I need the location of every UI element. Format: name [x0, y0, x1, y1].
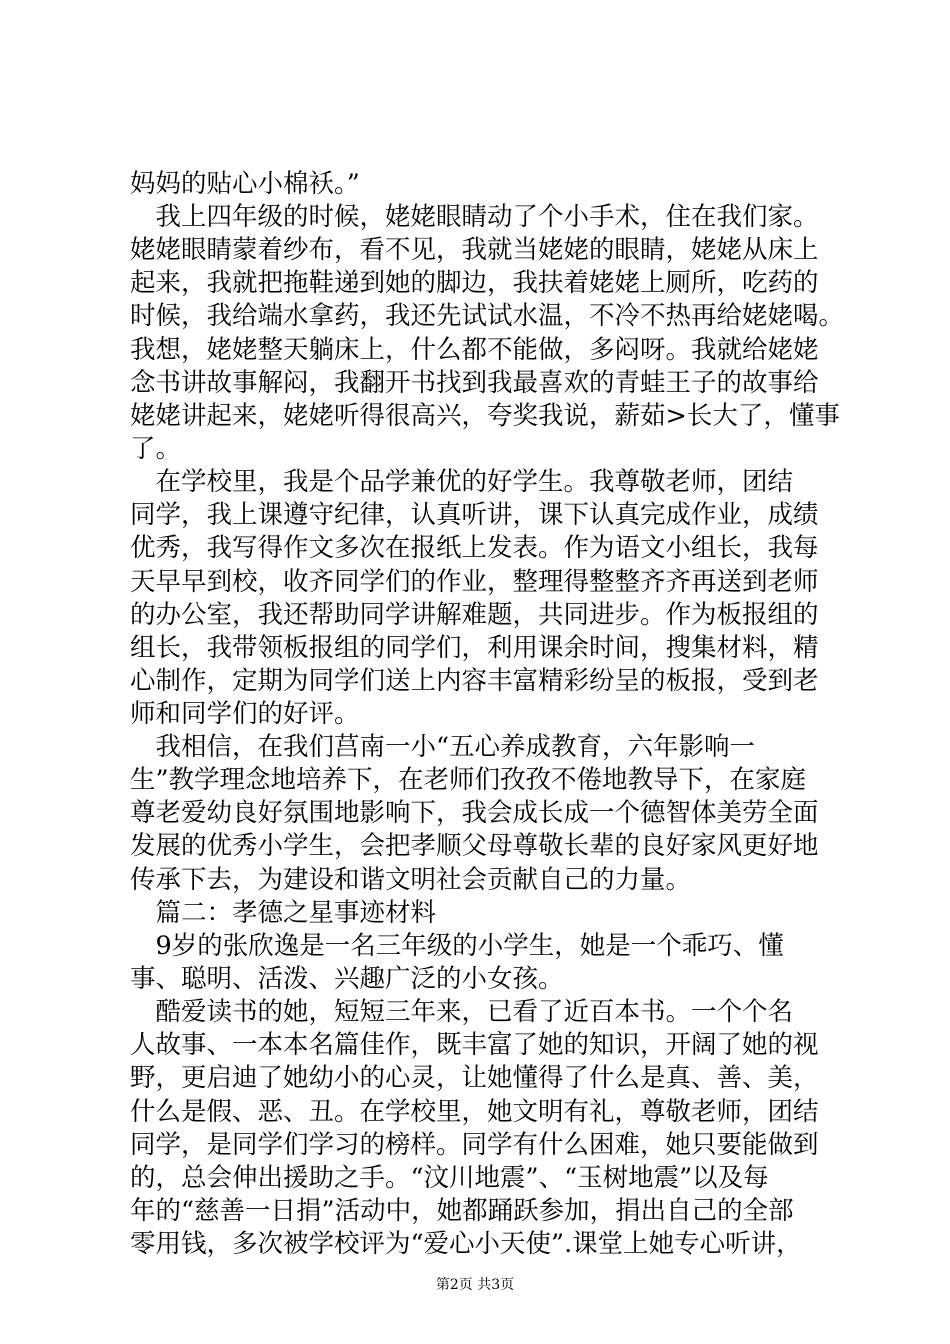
text-line: 发展的优秀小学生，会把孝顺父母尊敬长辈的良好家风更好地	[130, 831, 819, 861]
text-line: 我想，姥姥整天躺床上，什么都不能做，多闷呀。我就给姥姥	[130, 335, 819, 365]
text-line: 同学，我上课遵守纪律，认真听讲，课下认真完成作业，成绩	[130, 500, 819, 530]
page-footer: 第2页 共3页	[435, 1277, 515, 1293]
text-line: 生”教学理念地培养下，在老师们孜孜不倦地教导下，在家庭	[130, 765, 807, 795]
text-line: 的，总会伸出援助之手。“汶川地震”、“玉树地震”以及每	[130, 1163, 769, 1193]
text-line: 我上四年级的时候，姥姥眼睛动了个小手术，住在我们家。	[130, 202, 819, 232]
text-line: 念书讲故事解闷，我翻开书找到我最喜欢的青蛙王子的故事给	[130, 368, 819, 398]
text-line: 心制作，定期为同学们送上内容丰富精彩纷呈的板报，受到老	[130, 666, 819, 696]
text-line: 零用钱，多次被学校评为“爱心小天使”.课堂上她专心听讲，	[130, 1229, 802, 1259]
text-line: 姥姥眼睛蒙着纱布，看不见，我就当姥姥的眼睛，姥姥从床上	[130, 235, 819, 265]
text-line: 组长，我带领板报组的同学们，利用课余时间，搜集材料，精	[130, 633, 819, 663]
text-line: 我相信，在我们莒南一小“五心养成教育，六年影响一	[130, 732, 756, 762]
text-line: 同学，是同学们学习的榜样。同学有什么困难，她只要能做到	[130, 1130, 819, 1160]
text-line: 了。	[130, 434, 182, 464]
text-line: 什么是假、恶、丑。在学校里，她文明有礼，尊敬老师，团结	[130, 1097, 819, 1127]
text-line: 的办公室，我还帮助同学讲解难题，共同进步。作为板报组的	[130, 600, 819, 630]
text-line: 妈妈的贴心小棉袄。”	[130, 169, 360, 199]
text-line: 师和同学们的好评。	[130, 699, 360, 729]
text-line: 在学校里，我是个品学兼优的好学生。我尊敬老师，团结	[130, 467, 794, 497]
text-line: 尊老爱幼良好氛围地影响下，我会成长成一个德智体美劳全面	[130, 798, 819, 828]
text-line: 传承下去，为建设和谐文明社会贡献自己的力量。	[130, 865, 692, 895]
text-line: 9岁的张欣逸是一名三年级的小学生，她是一个乖巧、懂	[130, 931, 784, 961]
text-line: 人故事、一本本名篇佳作，既丰富了她的知识，开阔了她的视	[130, 1030, 819, 1060]
text-line: 野，更启迪了她幼小的心灵，让她懂得了什么是真、善、美，	[130, 1063, 819, 1093]
text-line: 起来，我就把拖鞋递到她的脚边，我扶着姥姥上厕所，吃药的	[130, 268, 819, 298]
text-line: 年的“慈善一日捐”活动中，她都踊跃参加，捐出自己的全部	[130, 1196, 794, 1226]
text-line: 优秀，我写得作文多次在报纸上发表。作为语文小组长，我每	[130, 533, 819, 563]
text-line: 姥姥讲起来，姥姥听得很高兴，夸奖我说，薪茹>长大了，懂事	[130, 401, 840, 431]
text-line: 酷爱读书的她，短短三年来，已看了近百本书。一个个名	[130, 997, 794, 1027]
text-line: 篇二：孝德之星事迹材料	[130, 898, 437, 928]
text-line: 事、聪明、活泼、兴趣广泛的小女孩。	[130, 964, 564, 994]
text-line: 天早早到校，收齐同学们的作业，整理得整整齐齐再送到老师	[130, 567, 819, 597]
text-line: 时候，我给端水拿药，我还先试试水温，不冷不热再给姥姥喝。	[130, 301, 845, 331]
